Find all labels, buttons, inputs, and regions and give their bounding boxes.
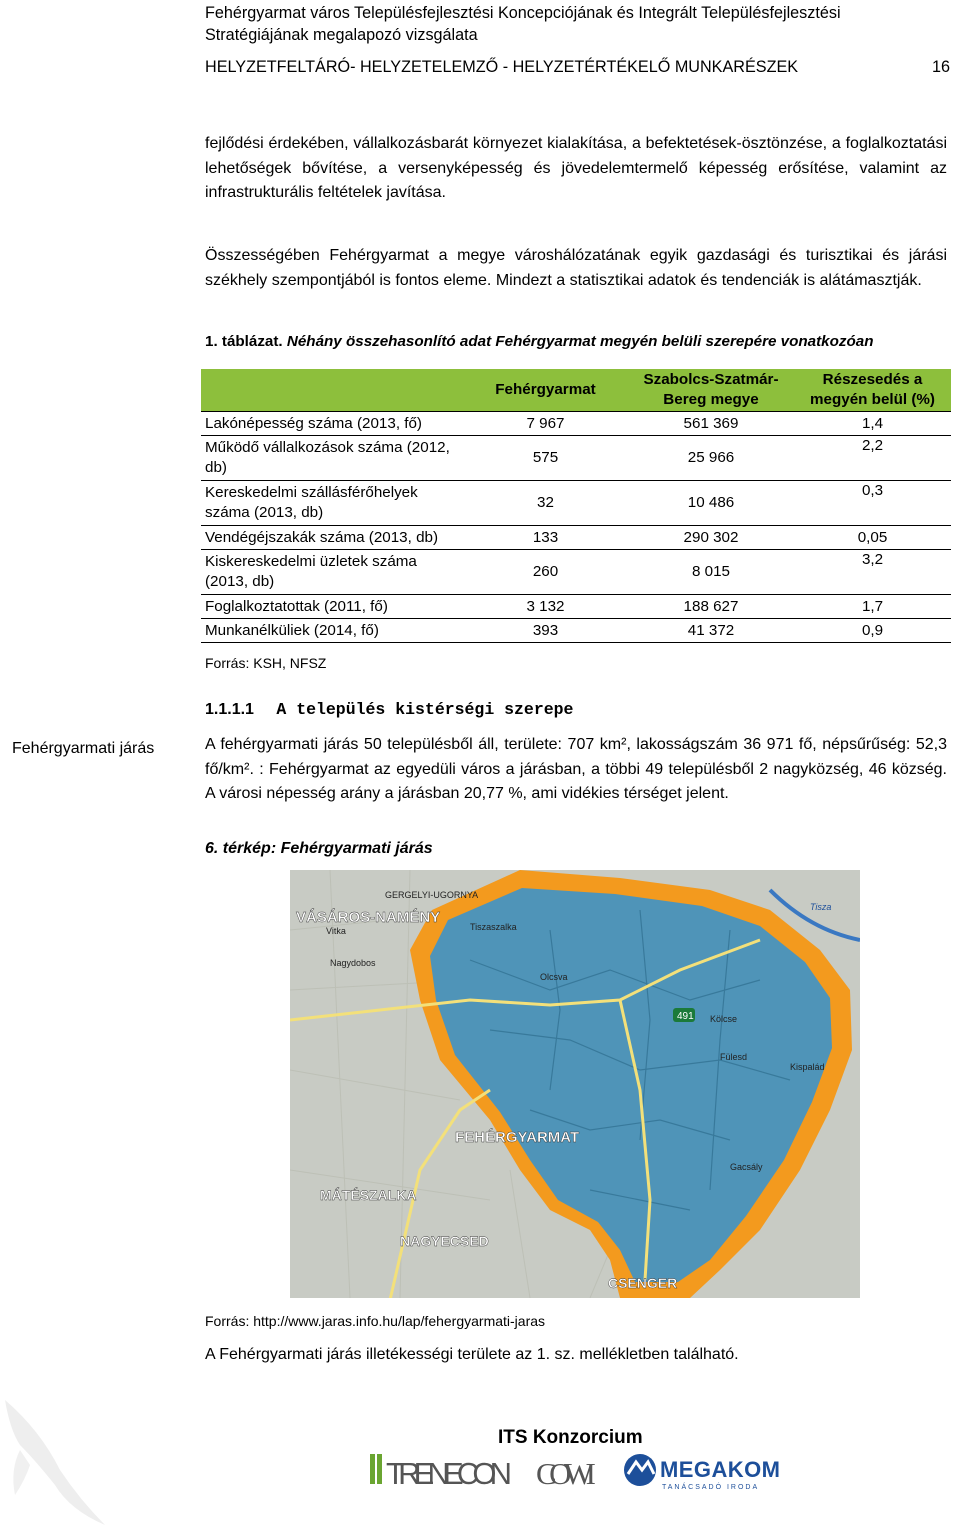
map-town-nagyecsed: NAGYECSED: [400, 1233, 489, 1249]
map-town-csenger: CSENGER: [608, 1275, 678, 1291]
section-title: A település kistérségi szerepe: [276, 700, 574, 719]
cell-megye: 41 372: [628, 619, 794, 643]
row-label: Kiskereskedelmi üzletek száma (2013, db): [201, 550, 463, 595]
section-heading: [205, 700, 573, 719]
section-number: 1.1.1.1: [205, 701, 254, 718]
map-town-vasarosnameny: VÁSÁROS-NAMÉNY: [296, 909, 441, 926]
map-town-gacsaly: Gacsály: [730, 1162, 763, 1172]
road-marker-label: 491: [677, 1011, 694, 1022]
bird-watermark: [0, 1390, 110, 1531]
cell-megye: 188 627: [628, 595, 794, 619]
cell-fehergyarmat: 575: [463, 436, 628, 481]
map-town-mateszalka: MÁTÉSZALKA: [320, 1187, 417, 1203]
cell-share: 3,2: [794, 550, 951, 595]
footer-logos: [370, 1448, 790, 1493]
header-section-line: [205, 56, 950, 78]
row-label: Kereskedelmi szállásférőhelyek száma (2013, db): [201, 481, 463, 526]
cell-megye: 290 302: [628, 526, 794, 550]
cowi-logo-text: COWI: [536, 1456, 596, 1491]
megakom-tagline: TANÁCSADÓ IRODA: [662, 1484, 760, 1491]
map-town-olcsva: Olcsva: [540, 972, 568, 982]
header-section-title: HELYZETFELTÁRÓ- HELYZETELEMZŐ - HELYZETÉRTÉKELŐ MUNKARÉSZEK: [205, 58, 799, 76]
section-body: A fehérgyarmati járás 50 településből áll, területe: 707 km², lakosságszám 36 971 fő, népsűrűség: 52,3 fő/km². : Fehérgyarmat az egyedüli város a járásban, a többi 49 településből 2 nagyközség, 46 község. A városi népesség arány a járásban 20,77 %, ami vidékies térséget jelent.: [205, 736, 947, 802]
cell-share: 0,05: [794, 526, 951, 550]
cell-fehergyarmat: 393: [463, 619, 628, 643]
trenecon-bar: [377, 1454, 382, 1484]
map-town-vitka: Vitka: [326, 926, 346, 936]
cell-fehergyarmat: 32: [463, 481, 628, 526]
cell-megye: 8 015: [628, 550, 794, 595]
table-row: [201, 481, 951, 526]
side-label: Fehérgyarmati járás: [12, 740, 155, 757]
table-row: [201, 526, 951, 550]
table-row: [201, 412, 951, 436]
table-header-row: [201, 369, 951, 412]
cell-share: 1,7: [794, 595, 951, 619]
row-label: Vendégéjszakák száma (2013, db): [201, 526, 463, 550]
map-source: Forrás: http://www.jaras.info.hu/lap/fehergyarmati-jaras: [205, 1313, 546, 1329]
cell-megye: 561 369: [628, 412, 794, 436]
table-caption-label: 1. táblázat.: [205, 333, 283, 350]
table-header-empty: [201, 369, 463, 412]
trenecon-bar: [370, 1454, 375, 1484]
trenecon-logo-text: TRENECON: [386, 1456, 514, 1491]
map-town-kispalad: Kispalád: [790, 1062, 825, 1072]
cell-share: 1,4: [794, 412, 951, 436]
row-label: Foglalkoztatottak (2011, fő): [201, 595, 463, 619]
footer-consortium: ITS Konzorcium: [498, 1427, 643, 1448]
cell-megye: 10 486: [628, 481, 794, 526]
map-river-label: Tisza: [810, 902, 832, 912]
page-number: 16: [931, 58, 950, 76]
cell-share: 2,2: [794, 436, 951, 481]
table-row: [201, 619, 951, 643]
table-row: [201, 550, 951, 595]
cell-fehergyarmat: 3 132: [463, 595, 628, 619]
map-town-kolcse: Kölcse: [710, 1014, 738, 1024]
header-title-line2: Stratégiájának megalapozó vizsgálata: [205, 26, 478, 44]
cell-fehergyarmat: 133: [463, 526, 628, 550]
map-town-gergelyiugornya: GERGELYI-UGORNYA: [385, 890, 479, 900]
row-label: Lakónépesség száma (2013, fő): [201, 412, 463, 436]
map-town-tiszaszalka: Tiszaszalka: [470, 922, 517, 932]
table-row: [201, 436, 951, 481]
map-caption: 6. térkép: Fehérgyarmati járás: [205, 840, 433, 857]
comparison-table: [201, 369, 951, 643]
cell-megye: 25 966: [628, 436, 794, 481]
intro-paragraph: fejlődési érdekében, vállalkozásbarát környezet kialakítása, a befektetések-ösztönzése, a foglalkoztatási lehetőségek bővítése, a versenyképesség és jövedelemtermelő képesség erősítése, valamint az infrastrukturális feltételek javítása.: [205, 135, 947, 201]
bird-wing: [13, 1450, 30, 1495]
table-header-fehergyarmat: Fehérgyarmat: [463, 369, 628, 412]
megakom-logo: [624, 1454, 780, 1491]
trenecon-logo: [370, 1454, 514, 1491]
table-caption: [205, 333, 873, 350]
row-label: Működő vállalkozások száma (2012, db): [201, 436, 463, 481]
cell-share: 0,3: [794, 481, 951, 526]
page-header: [205, 2, 950, 78]
table-header-share: Részesedés a megyén belül (%): [794, 369, 951, 412]
summary-paragraph: Összességében Fehérgyarmat a megye városhálózatának egyik gazdasági és turisztikai és járási székhely szempontjából is fontos eleme. Mindezt a statisztikai adatok és tendenciák is alátámasztják.: [205, 247, 947, 289]
table-source: Forrás: KSH, NFSZ: [205, 655, 327, 671]
table-header-megye: Szabolcs-Szatmár-Bereg megye: [628, 369, 794, 412]
closing-sentence: A Fehérgyarmati járás illetékességi területe az 1. sz. mellékletben található.: [205, 1346, 739, 1363]
megakom-logo-text: MEGAKOM: [660, 1457, 780, 1482]
map-town-fehergyarmat: FEHÉRGYARMAT: [455, 1129, 580, 1146]
cell-fehergyarmat: 260: [463, 550, 628, 595]
row-label: Munkanélküliek (2014, fő): [201, 619, 463, 643]
district-map: [290, 870, 860, 1298]
header-title-line1: Fehérgyarmat város Településfejlesztési Koncepciójának és Integrált Településfejlesztési: [205, 4, 841, 22]
map-town-fulesd: Fülesd: [720, 1052, 748, 1062]
table-row: [201, 595, 951, 619]
map-town-nagydobos: Nagydobos: [330, 958, 376, 968]
road-marker-491: [673, 1008, 695, 1022]
cell-fehergyarmat: 7 967: [463, 412, 628, 436]
cell-share: 0,9: [794, 619, 951, 643]
table-caption-text: Néhány összehasonlító adat Fehérgyarmat megyén belüli szerepére vonatkozóan: [286, 333, 874, 350]
